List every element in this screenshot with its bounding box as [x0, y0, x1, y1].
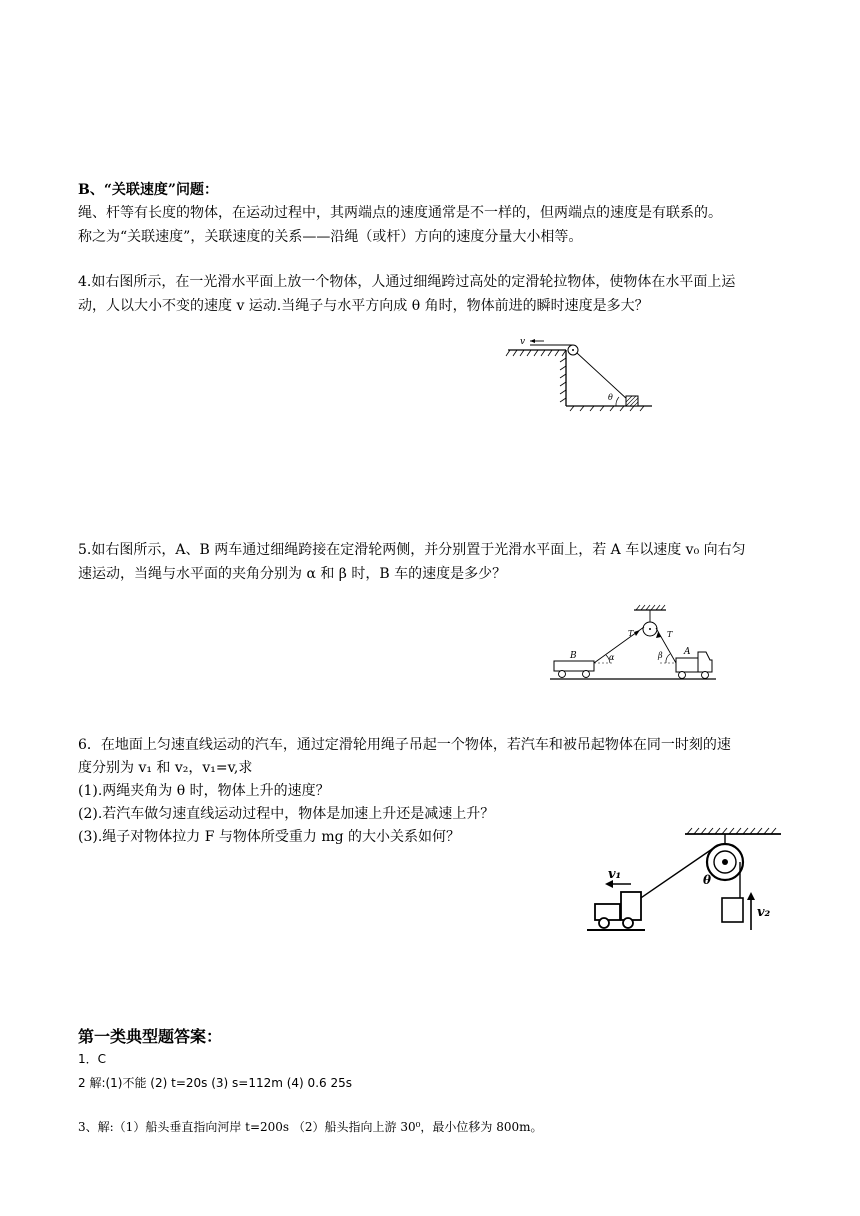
q5-fig-t1-label: T	[628, 629, 634, 638]
q5-text-1: 5.如右图所示，A、B 两车通过细绳跨接在定滑轮两侧，并分别置于光滑水平面上，若 A 车以速度 v₀ 向右匀	[78, 542, 746, 558]
q5-figure	[548, 600, 720, 684]
q6-fig-theta-label: θ	[703, 873, 712, 887]
q6-text-4: (2).若汽车做匀速直线运动过程中，物体是加速上升还是减速上升？	[78, 806, 495, 822]
q5-fig-b-label: B	[570, 651, 577, 661]
q5-fig-alpha-label: α	[609, 653, 615, 662]
q4-figure	[500, 330, 660, 412]
q5-text-2: 速运动，当绳与水平面的夹角分别为 α 和 β 时，B 车的速度是多少？	[78, 566, 507, 582]
q6-fig-v2-label: v₂	[757, 905, 771, 920]
answers-title: 第一类典型题答案：	[78, 1027, 223, 1046]
q4-text-2: 动，人以大小不变的速度 v 运动.当绳子与水平方向成 θ 角时，物体前进的瞬时速度是多大？	[78, 298, 649, 314]
q6-figure	[585, 822, 785, 938]
q5-fig-t2-label: T	[667, 630, 673, 639]
answer-3: 3、解:（1）船头垂直指向河岸 t=200s （2）船头指向上游 30⁰，最小位移为 800m。	[78, 1120, 543, 1134]
section-b-title: B、“关联速度”问题：	[78, 182, 218, 198]
answer-2: 2 解:(1)不能 (2) t=20s (3) s=112m (4) 0.6 25s	[78, 1076, 352, 1090]
q6-text-1: 6．在地面上匀速直线运动的汽车，通过定滑轮用绳子吊起一个物体，若汽车和被吊起物体在同一时刻的速	[78, 737, 731, 753]
q6-text-3: (1).两绳夹角为 θ 时，物体上升的速度？	[78, 783, 330, 799]
q6-text-5: (3).绳子对物体拉力 F 与物体所受重力 mg 的大小关系如何？	[78, 829, 461, 845]
q4-fig-theta-label: θ	[608, 393, 613, 402]
answer-1: 1．C	[78, 1052, 107, 1066]
q6-fig-v1-label: v₁	[608, 867, 622, 882]
q6-text-2: 度分别为 v₁ 和 v₂，v₁=v,求	[78, 760, 253, 776]
q5-fig-a-label: A	[684, 647, 691, 657]
q5-fig-beta-label: β	[658, 651, 663, 660]
q4-text-1: 4.如右图所示，在一光滑水平面上放一个物体，人通过细绳跨过高处的定滑轮拉物体，使物体在水平面上运	[78, 274, 736, 290]
section-b-text-2: 称之为“关联速度”，关联速度的关系——沿绳（或杆）方向的速度分量大小相等。	[78, 229, 583, 245]
section-b-text-1: 绳、杆等有长度的物体，在运动过程中，其两端点的速度通常是不一样的，但两端点的速度是有联系的。	[78, 205, 722, 221]
q4-fig-v-label: v	[520, 337, 526, 347]
